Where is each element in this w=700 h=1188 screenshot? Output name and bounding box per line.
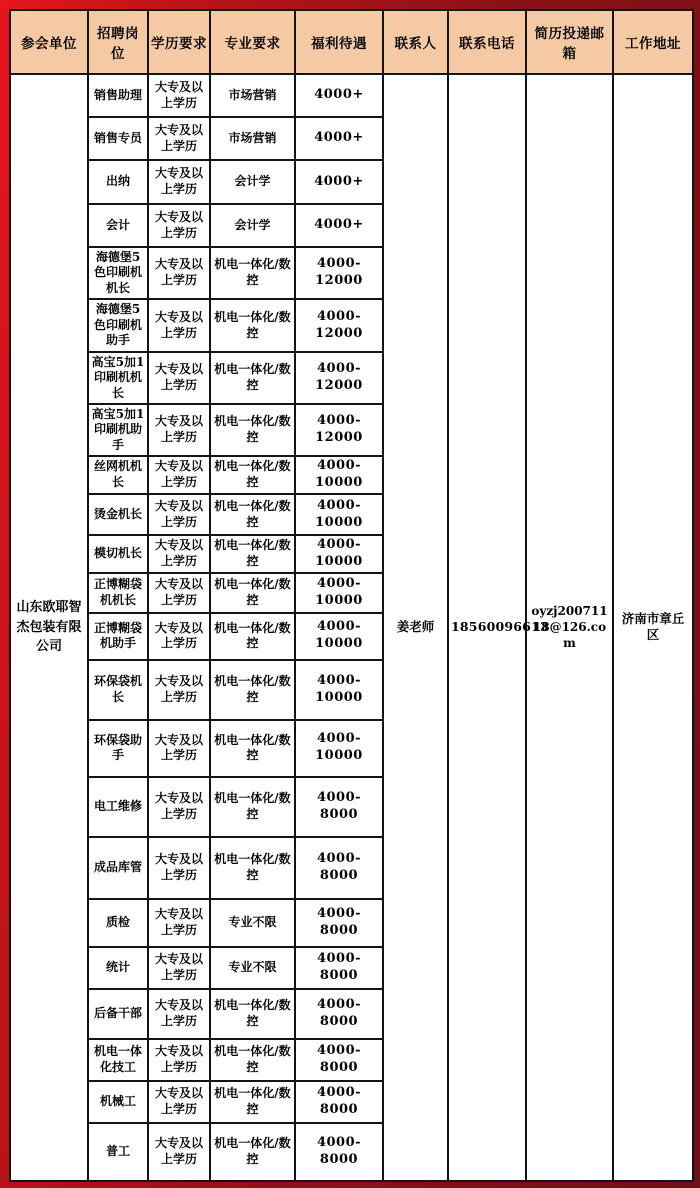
- education-cell: 大专及以上学历: [148, 660, 210, 720]
- salary-cell: 4000-8000: [295, 837, 383, 899]
- salary-cell: 4000-8000: [295, 1081, 383, 1123]
- salary-cell: 4000-10000: [295, 573, 383, 613]
- major-cell: 机电一体化/数控: [210, 989, 295, 1039]
- major-cell: 机电一体化/数控: [210, 1039, 295, 1081]
- education-cell: 大专及以上学历: [148, 989, 210, 1039]
- header-company: 参会单位: [10, 10, 88, 74]
- table-row: [10, 74, 693, 117]
- education-cell: 大专及以上学历: [148, 613, 210, 660]
- major-cell: 市场营销: [210, 74, 295, 117]
- education-cell: 大专及以上学历: [148, 204, 210, 247]
- education-cell: 大专及以上学历: [148, 456, 210, 494]
- education-cell: 大专及以上学历: [148, 404, 210, 456]
- salary-cell: 4000-10000: [295, 494, 383, 535]
- header-major: 专业要求: [210, 10, 295, 74]
- position-cell: 环保袋机长: [88, 660, 148, 720]
- salary-cell: 4000+: [295, 160, 383, 204]
- salary-cell: 4000+: [295, 74, 383, 117]
- salary-cell: 4000-10000: [295, 660, 383, 720]
- salary-cell: 4000+: [295, 204, 383, 247]
- education-cell: 大专及以上学历: [148, 777, 210, 837]
- position-cell: 电工维修: [88, 777, 148, 837]
- contact-person-cell: 姜老师: [383, 74, 448, 1181]
- education-cell: 大专及以上学历: [148, 720, 210, 777]
- salary-cell: 4000+: [295, 117, 383, 160]
- contact-phone-cell: 18560096613: [448, 74, 526, 1181]
- position-cell: 海德堡5色印刷机机长: [88, 247, 148, 299]
- major-cell: 机电一体化/数控: [210, 404, 295, 456]
- major-cell: 会计学: [210, 160, 295, 204]
- table-header: [10, 10, 693, 74]
- header-work-address: 工作地址: [613, 10, 693, 74]
- position-cell: 后备干部: [88, 989, 148, 1039]
- salary-cell: 4000-8000: [295, 989, 383, 1039]
- education-cell: 大专及以上学历: [148, 1039, 210, 1081]
- major-cell: 专业不限: [210, 947, 295, 989]
- education-cell: 大专及以上学历: [148, 352, 210, 404]
- header-row: [10, 10, 693, 74]
- education-cell: 大专及以上学历: [148, 899, 210, 947]
- header-resume-email: 简历投递邮箱: [526, 10, 613, 74]
- table-body: [10, 74, 693, 1181]
- salary-cell: 4000-8000: [295, 1039, 383, 1081]
- work-address-cell: 济南市章丘区: [613, 74, 693, 1181]
- major-cell: 机电一体化/数控: [210, 299, 295, 352]
- salary-cell: 4000-8000: [295, 777, 383, 837]
- salary-cell: 4000-12000: [295, 299, 383, 352]
- position-cell: 模切机长: [88, 535, 148, 573]
- education-cell: 大专及以上学历: [148, 573, 210, 613]
- salary-cell: 4000-12000: [295, 247, 383, 299]
- header-education: 学历要求: [148, 10, 210, 74]
- major-cell: 机电一体化/数控: [210, 352, 295, 404]
- position-cell: 销售助理: [88, 74, 148, 117]
- major-cell: 机电一体化/数控: [210, 720, 295, 777]
- major-cell: 机电一体化/数控: [210, 1081, 295, 1123]
- position-cell: 机械工: [88, 1081, 148, 1123]
- education-cell: 大专及以上学历: [148, 160, 210, 204]
- position-cell: 销售专员: [88, 117, 148, 160]
- education-cell: 大专及以上学历: [148, 535, 210, 573]
- education-cell: 大专及以上学历: [148, 1081, 210, 1123]
- position-cell: 质检: [88, 899, 148, 947]
- position-cell: 成品库管: [88, 837, 148, 899]
- major-cell: 机电一体化/数控: [210, 613, 295, 660]
- salary-cell: 4000-8000: [295, 899, 383, 947]
- salary-cell: 4000-12000: [295, 404, 383, 456]
- position-cell: 正博糊袋机助手: [88, 613, 148, 660]
- salary-cell: 4000-10000: [295, 535, 383, 573]
- major-cell: 机电一体化/数控: [210, 837, 295, 899]
- position-cell: 烫金机长: [88, 494, 148, 535]
- education-cell: 大专及以上学历: [148, 494, 210, 535]
- position-cell: 统计: [88, 947, 148, 989]
- major-cell: 机电一体化/数控: [210, 1123, 295, 1181]
- salary-cell: 4000-8000: [295, 947, 383, 989]
- major-cell: 机电一体化/数控: [210, 777, 295, 837]
- position-cell: 正博糊袋机机长: [88, 573, 148, 613]
- education-cell: 大专及以上学历: [148, 1123, 210, 1181]
- position-cell: 环保袋助手: [88, 720, 148, 777]
- position-cell: 出纳: [88, 160, 148, 204]
- education-cell: 大专及以上学历: [148, 74, 210, 117]
- resume-email-cell: oyzj20071118@126.com: [526, 74, 613, 1181]
- position-cell: 机电一体化技工: [88, 1039, 148, 1081]
- major-cell: 会计学: [210, 204, 295, 247]
- position-cell: 高宝5加1印刷机机长: [88, 352, 148, 404]
- education-cell: 大专及以上学历: [148, 947, 210, 989]
- position-cell: 丝网机机长: [88, 456, 148, 494]
- recruitment-table: [9, 9, 694, 1182]
- header-position: 招聘岗位: [88, 10, 148, 74]
- major-cell: 机电一体化/数控: [210, 660, 295, 720]
- position-cell: 普工: [88, 1123, 148, 1181]
- major-cell: 机电一体化/数控: [210, 573, 295, 613]
- header-contact-person: 联系人: [383, 10, 448, 74]
- major-cell: 市场营销: [210, 117, 295, 160]
- header-contact-phone: 联系电话: [448, 10, 526, 74]
- major-cell: 机电一体化/数控: [210, 535, 295, 573]
- company-cell: 山东欧耶智杰包装有限公司: [10, 74, 88, 1181]
- header-salary: 福利待遇: [295, 10, 383, 74]
- education-cell: 大专及以上学历: [148, 299, 210, 352]
- education-cell: 大专及以上学历: [148, 837, 210, 899]
- salary-cell: 4000-10000: [295, 613, 383, 660]
- major-cell: 机电一体化/数控: [210, 247, 295, 299]
- position-cell: 海德堡5色印刷机助手: [88, 299, 148, 352]
- major-cell: 机电一体化/数控: [210, 456, 295, 494]
- salary-cell: 4000-10000: [295, 456, 383, 494]
- major-cell: 机电一体化/数控: [210, 494, 295, 535]
- salary-cell: 4000-12000: [295, 352, 383, 404]
- salary-cell: 4000-8000: [295, 1123, 383, 1181]
- education-cell: 大专及以上学历: [148, 117, 210, 160]
- position-cell: 会计: [88, 204, 148, 247]
- major-cell: 专业不限: [210, 899, 295, 947]
- education-cell: 大专及以上学历: [148, 247, 210, 299]
- position-cell: 高宝5加1印刷机助手: [88, 404, 148, 456]
- salary-cell: 4000-10000: [295, 720, 383, 777]
